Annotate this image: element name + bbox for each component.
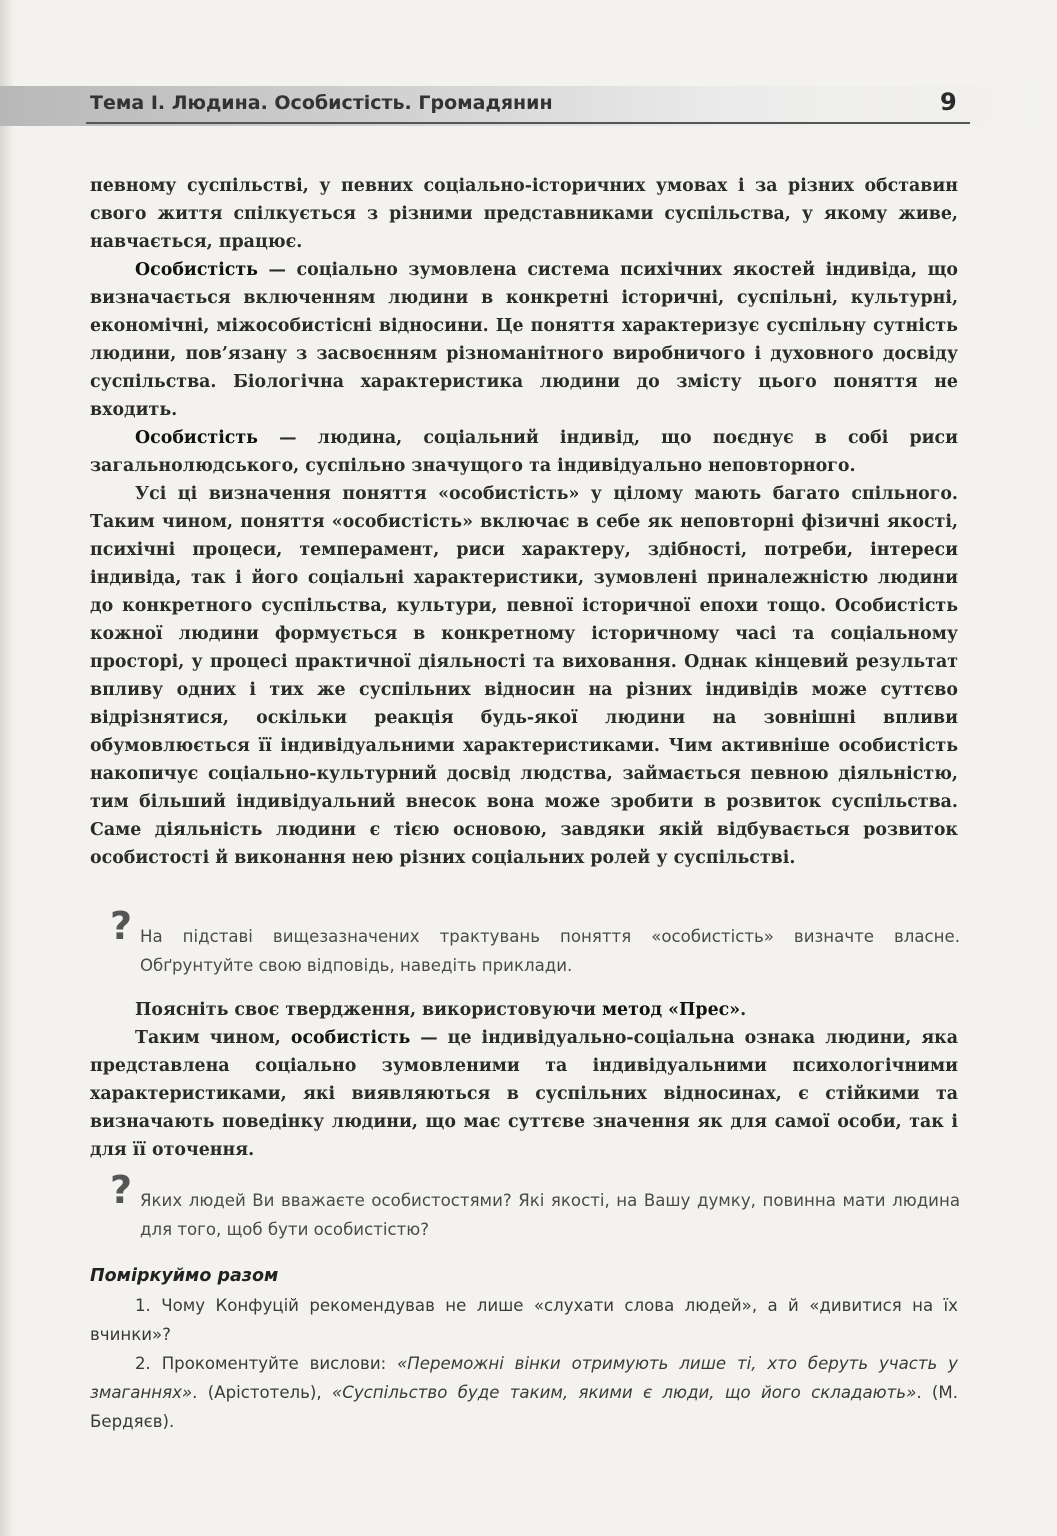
quote: «Суспільство буде таким, якими є люди, що його складають» <box>332 1383 917 1402</box>
question-mark-icon: ? <box>110 1168 133 1212</box>
list-item-text: . (Арістотель), <box>192 1383 333 1402</box>
definition-paragraph <box>90 1024 958 1164</box>
definition-paragraph <box>90 424 958 480</box>
definition-text: — це індивідуально-соціальна ознака людини, яка представлена соціально зумовленими та індивідуальними психологічними характеристиками, які виявляються в суспільних відносинах, є стійкими та визначають поведінку людини, що має суттєве значення як для самої особи, так і для її оточення. <box>90 1028 958 1160</box>
page-number: 9 <box>940 88 957 116</box>
question-box <box>110 904 960 980</box>
definition-paragraph <box>90 256 958 424</box>
term: Особистість <box>135 428 258 448</box>
main-text-block <box>90 172 958 872</box>
paragraph <box>90 996 958 1024</box>
paragraph-text: . <box>740 1000 747 1020</box>
paragraph: певному суспільстві, у певних соціально-історичних умовах і за різних обставин свого життя спілкується з різними представниками суспільства, у якому живе, навчається, працює. <box>90 176 958 252</box>
question-mark-icon: ? <box>110 904 133 948</box>
definition-text: — людина, соціальний індивід, що поєднує в собі риси загальнолюдського, суспільно значущого та індивідуально неповторного. <box>90 428 958 476</box>
list-item <box>90 1349 958 1436</box>
list-item-text: . (М. Бердяєв). <box>90 1383 958 1431</box>
question-text: Яких людей Ви вважаєте особистостями? Які якості, на Вашу думку, повинна мати людина для того, щоб бути особистістю? <box>140 1191 960 1239</box>
main-text-block <box>90 996 958 1164</box>
question-text: На підставі вищезазначених трактувань поняття «особистість» визначте власне. Обґрунтуйте свою відповідь, наведіть приклади. <box>140 927 960 975</box>
term: особистість <box>290 1028 411 1048</box>
quote: «Переможні вінки отримують лише ті, хто беруть участь у змаганнях» <box>90 1354 958 1402</box>
paragraph-text: Поясніть своє твердження, використовуючи <box>135 1000 602 1020</box>
definition-text: — соціально зумовлена система психічних якостей індивіда, що визначається включенням людини в конкретні історичні, суспільні, культурні, економічні, міжособистісні відносини. Це поняття характеризує суспільну сутність людини, пов’язану з засвоєнням різноманітного виробничого і духовного досвіду суспільства. Біологічна характеристика людини до змісту цього поняття не входить. <box>90 260 958 420</box>
term: метод «Прес» <box>601 1000 741 1020</box>
question-box <box>110 1168 960 1244</box>
list-item-text: 2. Прокоментуйте вислови: <box>135 1354 398 1373</box>
header-rule <box>86 122 970 124</box>
page-edge-shadow <box>0 0 14 1536</box>
list-item: 1. Чому Конфуцій рекомендував не лише «слухати слова людей», а й «дивитися на їх вчинки»? <box>90 1296 958 1344</box>
discussion-section <box>90 1262 958 1436</box>
running-header-title: Тема І. Людина. Особистість. Громадянин <box>90 92 553 114</box>
paragraph: Усі ці визначення поняття «особистість» у цілому мають багато спільного. Таким чином, поняття «особистість» включає в себе як неповторні фізичні якості, психічні процеси, темперамент, риси характеру, здібності, потреби, інтереси індивіда, так і його соціальні характеристики, зумовлені приналежністю людини до конкретного суспільства, культури, певної історичної епохи тощо. Особистість кожної людини формується в конкретному історичному часі та соціальному просторі, у процесі практичної діяльності та виховання. Однак кінцевий результат впливу одних і тих же суспільних відносин на різних індивідів може суттєво відрізнятися, оскільки реакція будь-якої людини на зовнішні впливи обумовлюється її індивідуальними характеристиками. Чим активніше особистість накопичує соціально-культурний досвід людства, займається певною діяльністю, тим більший індивідуальний внесок вона може зробити в розвиток суспільства. Саме діяльність людини є тією основою, завдяки якій відбувається розвиток особистості й виконання нею різних соціальних ролей у суспільстві. <box>90 484 958 868</box>
paragraph-text: Таким чином, <box>135 1028 291 1048</box>
term: Особистість <box>135 260 258 280</box>
section-heading: Поміркуймо разом <box>90 1266 279 1286</box>
